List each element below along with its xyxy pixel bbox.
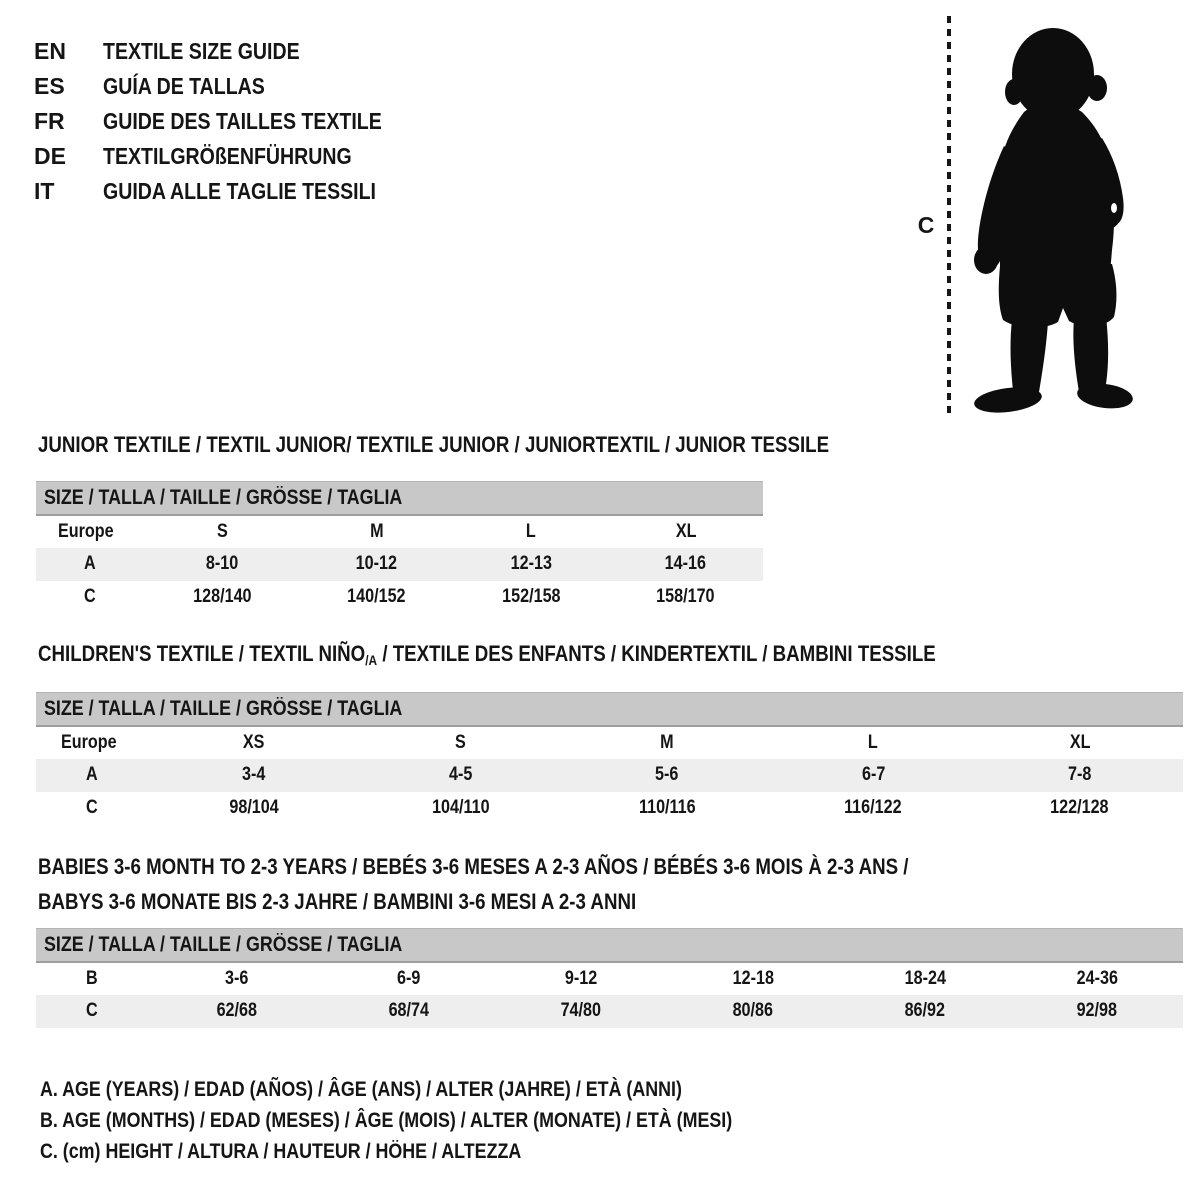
size-header-text: SIZE / TALLA / TAILLE / GRÖSSE / TAGLIA [44,485,403,509]
table-row [36,726,1183,759]
table-row [36,581,763,614]
value-cell: 10-12 [300,548,454,581]
table-row [36,962,1183,995]
value-cell: 122/128 [1050,797,1109,818]
row-label-cell: B [86,967,99,989]
value-cell: 80/86 [667,995,839,1028]
lang-row-de [34,139,431,174]
lang-title: GUIDA ALLE TAGLIE TESSILI [103,178,376,204]
value-cell: 6-7 [770,759,976,792]
lang-code: IT [34,178,55,204]
footnote-b: B. AGE (MONTHS) / EDAD (MESES) / ÂGE (MOIS) / ALTER (MONATE) / ETÀ (MESI) [40,1109,733,1132]
size-cell: M [370,520,384,542]
value-cell: 12-18 [732,967,774,989]
size-cell: L [526,520,537,542]
babies-title-line-2: BABYS 3-6 MONATE BIS 2-3 JAHRE / BAMBINI 3-6 MESI A 2-3 ANNI [38,889,637,914]
lang-code: FR [34,108,65,134]
value-cell: 92/98 [1011,995,1183,1028]
value-cell: 110/116 [638,797,696,818]
size-cell: XS [243,731,265,753]
babies-section-title [38,849,1062,919]
lang-row-es [34,69,431,104]
size-header-cell [36,693,1183,726]
lang-title: TEXTILGRÖßENFÜHRUNG [103,143,352,169]
value-cell: 6-9 [397,967,421,989]
value-cell: 140/152 [347,586,406,607]
value-cell: 5-6 [564,759,770,792]
lang-code: ES [34,73,65,99]
row-label-cell: C [36,995,151,1028]
table-row [36,759,1183,792]
value-cell: 152/158 [502,586,561,607]
children-title-subscript: /A [365,652,378,668]
language-title-block [34,34,431,209]
height-measure-label: C [917,212,935,238]
junior-section-title-text: JUNIOR TEXTILE / TEXTIL JUNIOR/ TEXTILE JUNIOR / JUNIORTEXTIL / JUNIOR TESSILE [38,432,830,457]
value-cell: 7-8 [977,759,1184,792]
footnote-c: C. (cm) HEIGHT / ALTURA / HAUTEUR / HÖHE / ALTEZZA [40,1140,522,1163]
silhouette-ear-left [1005,79,1023,105]
region-label-text: Europe [60,731,117,753]
children-section-title [38,642,1094,672]
footnote-legend [40,1074,854,1167]
table-row [36,995,1183,1028]
height-measure-dashed-line [947,16,951,418]
size-header-cell [36,929,1183,962]
lang-title: GUIDE DES TAILLES TEXTILE [103,108,382,134]
row-label-cell: C [83,586,96,607]
value-cell: 62/68 [151,995,323,1028]
lang-code: DE [34,143,66,169]
value-cell: 4-5 [357,759,563,792]
silhouette-hand-gap [1111,203,1117,213]
babies-title-line-1: BABIES 3-6 MONTH TO 2-3 YEARS / BEBÉS 3-6 MESES A 2-3 AÑOS / BÉBÉS 3-6 MOIS À 2-3 ANS / [38,854,909,879]
footnote-a: A. AGE (YEARS) / EDAD (AÑOS) / ÂGE (ANS) / ALTER (JAHRE) / ETÀ (ANNI) [40,1078,682,1101]
value-cell: 68/74 [323,995,495,1028]
lang-row-it [34,174,431,209]
region-label-cell [36,515,145,548]
toddler-silhouette [962,24,1148,416]
value-cell: 3-6 [225,967,249,989]
size-cell: M [660,731,674,753]
size-cell: S [454,731,466,753]
table-row [36,548,763,581]
children-section-title-text [38,642,936,672]
value-cell: 3-4 [151,759,357,792]
region-label-text: Europe [57,520,114,542]
value-cell: 104/110 [431,797,490,818]
value-cell: 8-10 [145,548,299,581]
size-cell: XL [1069,731,1091,753]
value-cell: 116/122 [844,797,903,818]
size-header-text: SIZE / TALLA / TAILLE / GRÖSSE / TAGLIA [44,932,403,956]
row-label-cell: C [86,797,99,818]
silhouette-leg-right [1073,316,1108,392]
silhouette-ear-right [1087,75,1107,101]
lang-code: EN [34,38,66,64]
lang-title: TEXTILE SIZE GUIDE [103,38,300,64]
value-cell: 74/80 [495,995,667,1028]
children-title-suffix: / TEXTILE DES ENFANTS / KINDERTEXTIL / BAMBINI TESSILE [377,641,936,666]
value-cell: 86/92 [839,995,1011,1028]
lang-row-fr [34,104,431,139]
size-header-cell [36,482,763,515]
value-cell: 14-16 [609,548,764,581]
row-label-cell: A [36,759,151,792]
value-cell: 158/170 [656,586,715,607]
size-cell: L [868,731,879,753]
value-cell: 18-24 [904,967,946,989]
silhouette-hand-right [1095,199,1121,229]
size-cell: XL [675,520,697,542]
lang-title: GUÍA DE TALLAS [103,73,265,99]
value-cell: 9-12 [564,967,597,989]
table-row [36,515,763,548]
size-cell: S [216,520,228,542]
table-row [36,792,1183,825]
babies-size-table [36,928,1183,1028]
junior-section-title [38,433,969,457]
lang-row-en [34,34,431,69]
junior-size-table [36,481,763,614]
row-label-cell: A [36,548,145,581]
table-header-bar [36,693,1183,726]
table-header-bar [36,929,1183,962]
size-header-text: SIZE / TALLA / TAILLE / GRÖSSE / TAGLIA [44,696,403,720]
silhouette-hand-left [974,246,998,274]
children-title-prefix: CHILDREN'S TEXTILE / TEXTIL NIÑO [38,641,366,666]
table-header-bar [36,482,763,515]
value-cell: 24-36 [1076,967,1118,989]
value-cell: 98/104 [229,797,279,818]
value-cell: 12-13 [454,548,608,581]
children-size-table [36,692,1183,825]
value-cell: 128/140 [193,586,252,607]
region-label-cell [36,726,151,759]
